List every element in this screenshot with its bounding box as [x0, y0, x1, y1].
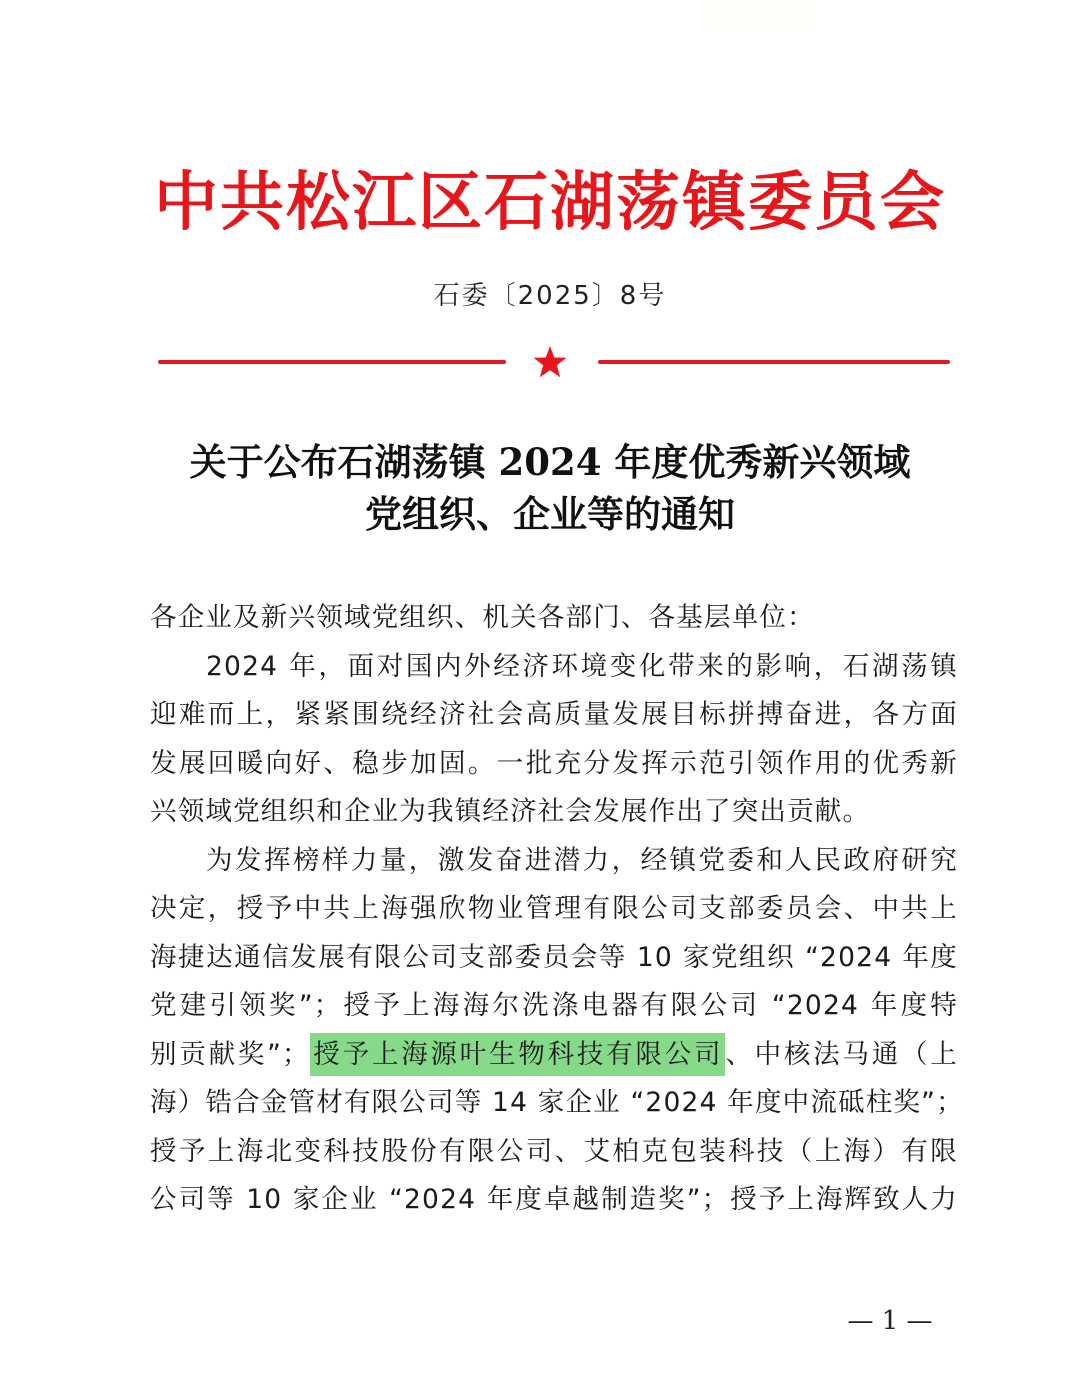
title-line-2: 党组织、企业等的通知 [365, 492, 735, 536]
body-line: 公司等 10 家企业 “2024 年度卓越制造奖”；授予上海辉致人力 [150, 1184, 958, 1215]
title-line-1: 关于公布石湖荡镇 2024 年度优秀新兴领域 [189, 440, 911, 484]
document-title [150, 436, 950, 540]
document-number: 石委〔2025〕8号 [433, 281, 667, 311]
body-line: 党建引领奖”；授予上海海尔洗涤电器有限公司 “2024 年度特 [150, 990, 958, 1021]
issuing-organization-header: 中共松江区石湖荡镇委员会 [154, 165, 946, 240]
body-line: 海）锆合金管材有限公司等 14 家企业 “2024 年度中流砥柱奖”； [150, 1087, 964, 1118]
red-divider-right [598, 360, 950, 364]
document-body [150, 594, 964, 1225]
body-line: 授予上海北变科技股份有限公司、艾柏克包装科技（上海）有限 [150, 1135, 958, 1167]
salutation: 各企业及新兴领域党组织、机关各部门、各基层单位： [150, 602, 815, 633]
highlighted-text: 授予上海源叶生物科技有限公司 [310, 1033, 726, 1076]
scan-artifact [700, 0, 810, 30]
body-line: 兴领域党组织和企业为我镇经济社会发展作出了突出贡献。 [150, 796, 871, 827]
body-line: 为发挥榜样力量，激发奋进潜力，经镇党委和人民政府研究 [206, 844, 958, 876]
highlight-prefix: 别贡献奖”； [150, 1038, 310, 1070]
page-number: — 1 — [847, 1306, 933, 1336]
body-line: 2024 年，面对国内外经济环境变化带来的影响，石湖荡镇 [206, 650, 958, 682]
body-line: 决定，授予中共上海强欣物业管理有限公司支部委员会、中共上 [150, 893, 958, 924]
body-line: 迎难而上，紧紧围绕经济社会高质量发展目标拼搏奋进，各方面 [150, 699, 958, 730]
red-divider-left [158, 360, 506, 364]
body-line-highlighted [150, 1031, 958, 1080]
body-line: 发展回暖向好、稳步加固。一批充分发挥示范引领作用的优秀新 [150, 747, 958, 779]
red-star-icon [532, 344, 568, 380]
highlight-suffix: 、中核法马通（上 [725, 1038, 958, 1070]
body-line: 海捷达通信发展有限公司支部委员会等 10 家党组织 “2024 年度 [150, 941, 958, 973]
